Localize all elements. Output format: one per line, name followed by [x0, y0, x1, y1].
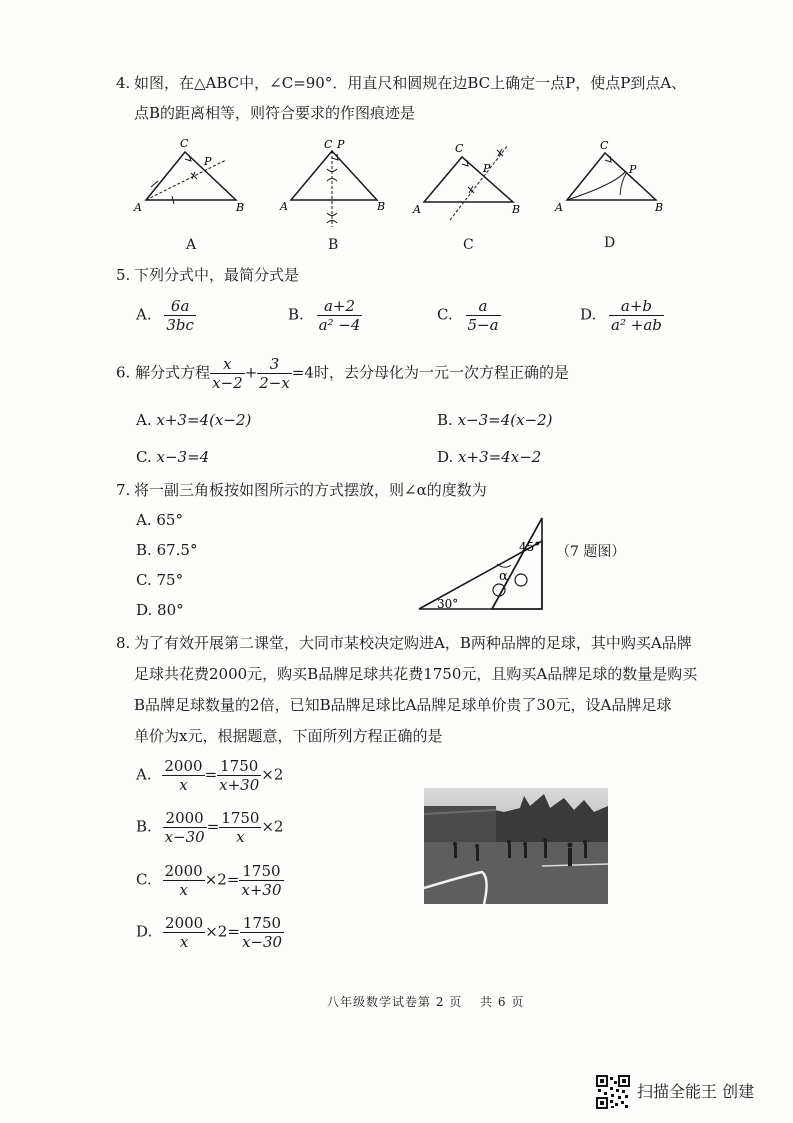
q5-option-c: [437, 297, 501, 334]
q7-option-b: [136, 541, 197, 559]
q6-f2-den: 2−x: [259, 374, 290, 392]
q7-option-d: [136, 601, 184, 619]
q6-option-c-letter: C.: [136, 448, 152, 466]
q6-fraction-1: [210, 355, 245, 392]
q8c-left-num: 2000: [164, 862, 203, 880]
q8a-left-num: 2000: [164, 757, 203, 775]
q6-option-c: [136, 448, 209, 466]
q8-number: 8.: [116, 634, 131, 652]
q8d-right-fraction: [240, 914, 284, 951]
q4a-label-b: B: [236, 201, 245, 214]
q8c-left-fraction: [163, 862, 205, 899]
q8b-right-num: 1750: [221, 809, 260, 827]
q6-option-d-letter: D.: [437, 448, 454, 466]
q7-text: 将一副三角板按如图所示的方式摆放，则∠α的度数为: [134, 481, 487, 499]
q6-suffix: =4时，去分母化为一元一次方程正确的是: [291, 363, 569, 382]
q8d-right-den: x−30: [241, 933, 283, 951]
q6-option-b: [437, 411, 553, 429]
q8-line-1: 为了有效开展第二课堂，大同市某校决定购进A，B两种品牌的足球，其中购买A品牌: [134, 634, 692, 652]
q7-caption: （7 题图）: [556, 544, 626, 560]
q8b-left-fraction: [163, 809, 207, 846]
q8b-left-den: x−30: [164, 828, 205, 846]
q7-figure: [415, 514, 550, 614]
q5-option-d: [580, 297, 664, 334]
q4-figure-d: [553, 135, 673, 215]
q8-option-b-letter: B.: [136, 817, 152, 836]
q6-number: 6.: [116, 363, 131, 382]
q8b-right-fraction: [219, 809, 261, 846]
q7-option-a-letter: A.: [136, 511, 152, 529]
q8d-left-tail: ×2: [205, 922, 228, 941]
q8b-left-num: 2000: [165, 809, 204, 827]
q5a-den: 3bc: [166, 316, 194, 334]
q6-option-d: [437, 448, 541, 466]
q4-line1: 如图，在△ABC中，∠C=90°．用直尺和圆规在边BC上确定一点P，使点P到点A、: [134, 74, 687, 92]
q8a-right-fraction: [217, 757, 261, 794]
q4c-label-p: P: [483, 162, 491, 175]
q7-angle-30: 30°: [437, 597, 459, 611]
q8-line-3: B品牌足球数量的2倍，已知B品牌足球比A品牌足球单价贵了30元，设A品牌足球: [134, 696, 672, 714]
q7-option-b-letter: B.: [136, 541, 152, 559]
q4a-label-p: P: [204, 155, 212, 168]
q4-figure-a-caption: A: [186, 237, 197, 253]
q8c-left-tail: ×2: [204, 870, 227, 889]
q6-option-b-text: x−3=4(x−2): [457, 411, 553, 429]
q6-fraction-2: [257, 355, 292, 392]
q8d-left-num: 2000: [165, 914, 204, 932]
q8d-left-fraction: [163, 914, 205, 951]
q6-f1-num: x: [223, 355, 232, 373]
q5-option-b-letter: B.: [288, 305, 304, 324]
q8-option-a: A. $\frac{2000}{x}$ = $\frac{1750}{x+30}$ ×2: [136, 757, 284, 794]
q8c-right-fraction: [239, 862, 283, 899]
q4-line2: 点B的距离相等，则符合要求的作图痕迹是: [134, 104, 416, 122]
q7-option-a: [136, 511, 183, 529]
q5-option-c-letter: C.: [437, 305, 453, 324]
q4a-label-c: C: [180, 137, 189, 150]
q8-line-4: 单价为x元，根据题意，下面所列方程正确的是: [134, 727, 443, 745]
q4-number: 4.: [116, 74, 131, 92]
q8-option-d-letter: D.: [136, 922, 153, 941]
q5d-den: a² +ab: [611, 316, 662, 334]
q4d-label-p: P: [629, 163, 637, 176]
q8c-right-num: 1750: [242, 862, 281, 880]
q6-stem: [116, 355, 569, 392]
q4c-label-b: B: [512, 203, 521, 216]
q4b-label-c: C: [324, 138, 333, 151]
soccer-field-photo: [424, 788, 608, 904]
q5d-num: a+b: [620, 297, 653, 315]
brand-watermark: 扫描全能王 创建: [637, 1082, 755, 1101]
q8-line-2: 足球共花费2000元，购买B品牌足球共花费1750元，且购买A品牌足球的数量是购买: [134, 665, 698, 683]
q6-option-a: [136, 411, 251, 429]
q8d-left-den: x: [163, 932, 205, 951]
q8-option-d: D. $\frac{2000}{x}$ ×2= $\frac{1750}{x-30}$: [136, 914, 283, 951]
q4c-label-c: C: [455, 142, 464, 155]
q6-option-b-letter: B.: [437, 411, 453, 429]
q7-option-b-text: 67.5°: [156, 541, 198, 559]
q6-option-c-text: x−3=4: [156, 448, 210, 466]
q5b-den: a² −4: [318, 316, 361, 334]
q5-option-b-fraction: [317, 297, 363, 334]
q8c-right-den: x+30: [241, 881, 282, 899]
qr-code-icon: [596, 1075, 630, 1109]
q4-figure-a: [128, 135, 253, 215]
q5a-num: 6a: [170, 297, 190, 315]
q8-option-b: B. $\frac{2000}{x-30}$ = $\frac{1750}{x}$ ×2: [136, 809, 284, 846]
q7-option-c: [136, 571, 183, 589]
q7-option-c-text: 75°: [156, 571, 184, 589]
q5-number: 5.: [116, 266, 131, 284]
q4d-label-a: A: [555, 201, 563, 214]
q8a-left-den: x: [162, 775, 204, 794]
q7-angle-45: 45°: [519, 540, 541, 554]
q7-number: 7.: [116, 481, 131, 499]
q8c-left-den: x: [163, 880, 205, 899]
q5c-den: 5−a: [467, 316, 499, 334]
q6-option-d-text: x+3=4x−2: [458, 448, 542, 466]
q6-plus: +: [244, 363, 258, 382]
q6-option-a-letter: A.: [136, 411, 152, 429]
q4-figure-c: [410, 135, 530, 230]
q8a-right-tail: ×2: [261, 765, 284, 784]
q6-f2-num: 3: [269, 355, 280, 373]
q4c-label-a: A: [413, 203, 421, 216]
q7-alpha: α: [499, 569, 508, 584]
q5-option-d-fraction: [609, 297, 664, 334]
q7-option-d-letter: D.: [136, 601, 153, 619]
q5-option-c-fraction: [466, 297, 501, 334]
q4-figure-c-caption: C: [463, 237, 474, 253]
q4-figure-b-caption: B: [328, 237, 339, 253]
q8-option-c: C. $\frac{2000}{x}$ ×2= $\frac{1750}{x+30}$: [136, 862, 282, 899]
q8-option-c-letter: C.: [136, 870, 152, 889]
q5c-num: a: [478, 297, 488, 315]
q7-option-d-text: 80°: [157, 601, 184, 619]
q7-option-a-text: 65°: [156, 511, 183, 529]
q5-text: 下列分式中，最简分式是: [134, 266, 300, 284]
q5-option-b: [288, 297, 362, 334]
q4d-label-c: C: [600, 139, 609, 152]
q4-figure-d-caption: D: [604, 235, 616, 251]
q4a-label-a: A: [134, 201, 142, 214]
q8a-right-num: 1750: [220, 757, 259, 775]
q8a-right-den: x+30: [219, 776, 260, 794]
q4b-label-p: P: [337, 138, 345, 151]
q5-option-a: [136, 297, 196, 334]
q8-option-a-letter: A.: [136, 765, 152, 784]
q4b-label-a: A: [280, 200, 288, 213]
q8a-left-fraction: [162, 757, 204, 794]
page-footer: 八年级数学试卷第 2 页 共 6 页: [327, 995, 525, 1009]
q6-f1-den: x−2: [212, 374, 243, 392]
q5-option-a-fraction: [164, 297, 196, 334]
q5b-num: a+2: [323, 297, 356, 315]
q4d-label-b: B: [655, 201, 664, 214]
q8b-right-den: x: [219, 827, 261, 846]
q5-option-a-letter: A.: [136, 305, 152, 324]
q8b-right-tail: ×2: [261, 817, 284, 836]
q6-option-a-text: x+3=4(x−2): [156, 411, 252, 429]
q7-option-c-letter: C.: [136, 571, 152, 589]
q4-figure-b: [277, 135, 397, 230]
q5-option-d-letter: D.: [580, 305, 597, 324]
q4b-label-b: B: [377, 200, 386, 213]
q8d-right-num: 1750: [242, 914, 282, 932]
q6-prefix: 解分式方程: [135, 363, 211, 382]
